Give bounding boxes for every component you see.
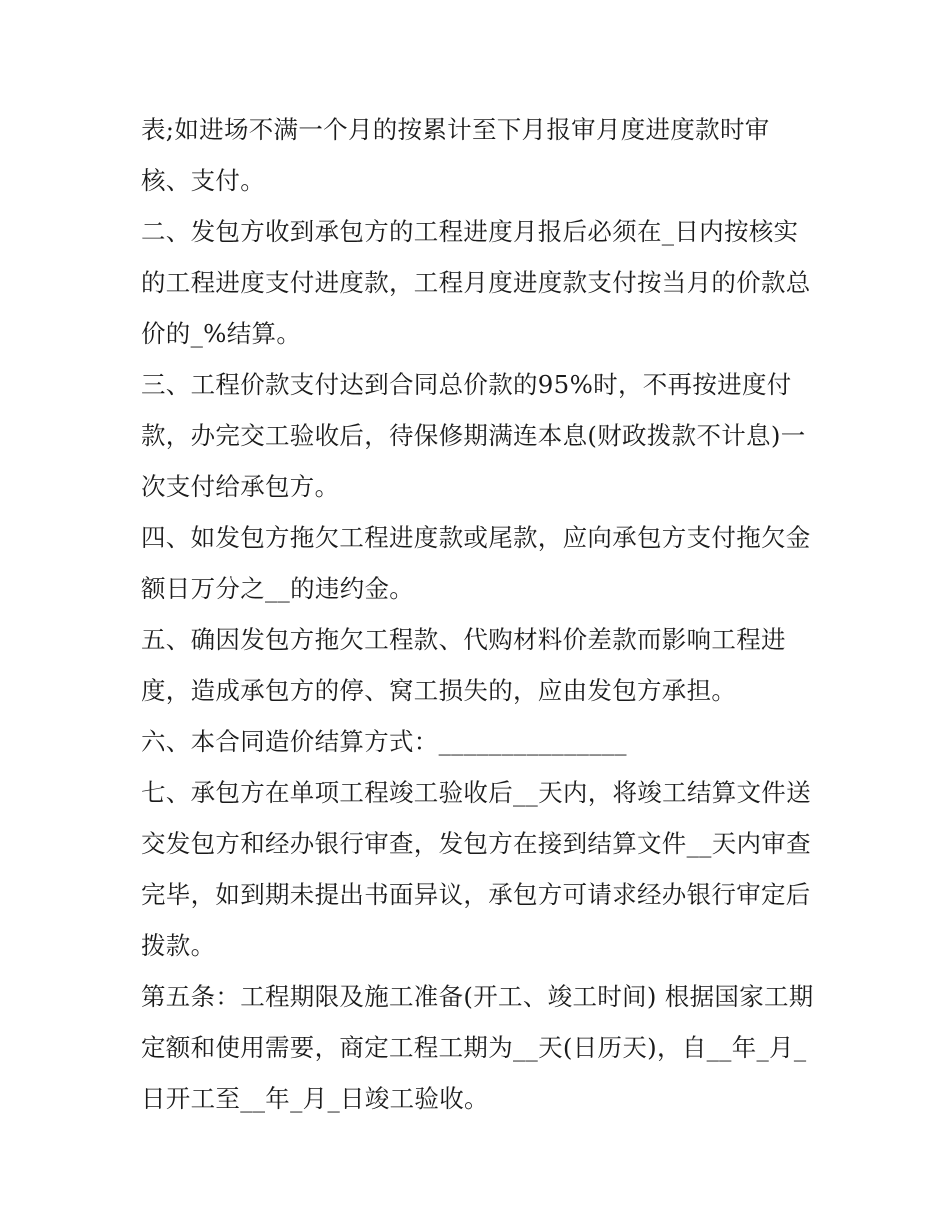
text-line: 表;如进场不满一个月的按累计至下月报审月度进度款时审 bbox=[141, 115, 770, 144]
text-line: 五、确因发包方拖欠工程款、代购材料价差款而影响工程进 bbox=[141, 625, 786, 654]
text-line: 的工程进度支付进度款，工程月度进度款支付按当月的价款总 bbox=[141, 268, 811, 297]
text-line: 拨款。 bbox=[141, 931, 216, 960]
text-line: 日开工至__年_月_日竣工验收。 bbox=[141, 1084, 489, 1113]
document-body bbox=[141, 104, 821, 1124]
text-line: 额日万分之__的违约金。 bbox=[141, 574, 415, 603]
text-line: 第五条：工程期限及施工准备(开工、竣工时间) 根据国家工期 bbox=[141, 982, 814, 1011]
text-line: 二、发包方收到承包方的工程进度月报后必须在_日内按核实 bbox=[141, 217, 799, 246]
text-line: 完毕，如到期未提出书面异议，承包方可请求经办银行审定后 bbox=[141, 880, 811, 909]
text-line: 交发包方和经办银行审查，发包方在接到结算文件__天内审查 bbox=[141, 829, 811, 858]
text-line: 七、承包方在单项工程竣工验收后__天内，将竣工结算文件送 bbox=[141, 778, 811, 807]
text-line: 款，办完交工验收后，待保修期满连本息(财政拨款不计息)一 bbox=[141, 421, 806, 450]
text-line: 次支付给承包方。 bbox=[141, 472, 340, 501]
text-line: 六、本合同造价结算方式：_______________ bbox=[141, 727, 627, 756]
text-line: 度，造成承包方的停、窝工损失的，应由发包方承担。 bbox=[141, 676, 737, 705]
text-line: 四、如发包方拖欠工程进度款或尾款，应向承包方支付拖欠金 bbox=[141, 523, 811, 552]
text-line: 三、工程价款支付达到合同总价款的95%时，不再按进度付 bbox=[141, 370, 792, 399]
text-line: 价的_%结算。 bbox=[141, 319, 302, 348]
text-line: 定额和使用需要，商定工程工期为__天(日历天)，自__年_月_ bbox=[141, 1033, 807, 1062]
text-line: 核、支付。 bbox=[141, 166, 265, 195]
